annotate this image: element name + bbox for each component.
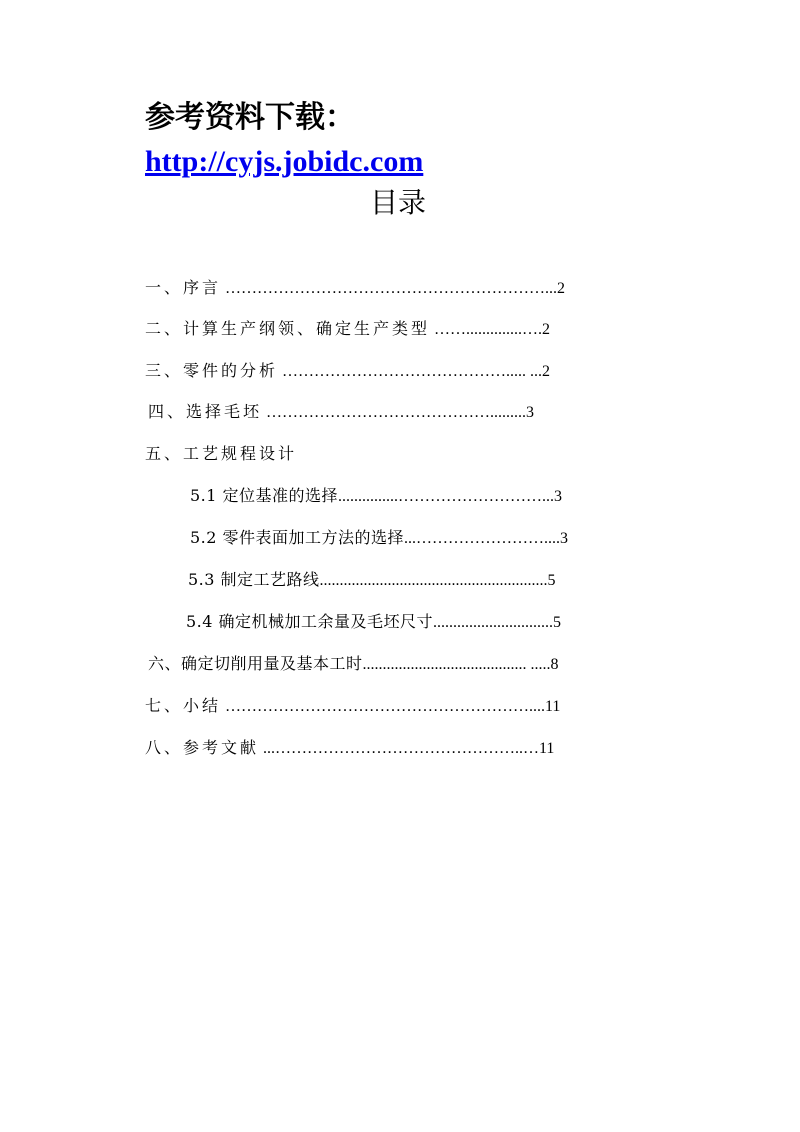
toc-title: 目录 bbox=[370, 186, 427, 219]
toc-entry-leader: .............................. bbox=[433, 614, 554, 631]
toc-entry-label: 二、计算生产纲领、确定生产类型 bbox=[145, 319, 431, 338]
toc-entry-label: 5.1 定位基准的选择 bbox=[190, 486, 339, 505]
toc-subentry[interactable] bbox=[186, 611, 561, 634]
toc-entry-label: 五、工艺规程设计 bbox=[145, 444, 298, 463]
toc-subentry[interactable] bbox=[190, 485, 562, 508]
toc-entry[interactable] bbox=[145, 695, 560, 718]
toc-entry-page: 2 bbox=[542, 321, 551, 338]
toc-entry-page: 3 bbox=[560, 530, 569, 547]
toc-entry-label: 八、参考文献 bbox=[145, 738, 260, 757]
toc-entry-leader: ......................................... ..... bbox=[362, 656, 551, 673]
toc-entry-leader: ……..............…. bbox=[430, 321, 543, 338]
toc-entry-leader: ……………………………………………………... bbox=[221, 280, 558, 297]
toc-entry-page: 11 bbox=[545, 698, 561, 715]
toc-entry-leader: ………………………………………………….... bbox=[221, 698, 546, 715]
toc-entry[interactable] bbox=[145, 360, 550, 383]
toc-entry-page: 5 bbox=[547, 572, 556, 589]
toc-entry[interactable] bbox=[148, 401, 534, 424]
toc-entry-leader: ...…………………….... bbox=[404, 530, 561, 547]
download-heading: 参考资料下载： bbox=[145, 100, 355, 135]
toc-entry-leader: ...............………………………... bbox=[338, 488, 555, 505]
toc-entry-label: 七、小结 bbox=[145, 696, 222, 715]
toc-entry[interactable] bbox=[148, 653, 559, 676]
toc-entry-leader: ……………………………………..... ... bbox=[278, 363, 543, 380]
toc-entry-label: 四、选择毛坯 bbox=[148, 402, 263, 421]
toc-entry[interactable] bbox=[145, 277, 565, 300]
toc-entry-page: 8 bbox=[550, 656, 559, 673]
download-link[interactable]: http://cyjs.jobidc.com bbox=[145, 145, 424, 178]
toc-entry-label: 5.2 零件表面加工方法的选择 bbox=[190, 528, 405, 547]
toc-entry-leader: ......................................................... bbox=[319, 572, 548, 589]
toc-entry-page: 2 bbox=[557, 280, 566, 297]
toc-entry-page: 11 bbox=[539, 740, 555, 757]
toc-entry-label: 5.4 确定机械加工余量及毛坯尺寸 bbox=[186, 612, 434, 631]
toc-entry[interactable] bbox=[145, 318, 550, 341]
toc-entry-label: 5.3 制定工艺路线 bbox=[188, 570, 320, 589]
toc-entry-label: 六、确定切削用量及基本工时 bbox=[148, 654, 363, 673]
toc-entry[interactable] bbox=[145, 737, 554, 760]
toc-entry-label: 三、零件的分析 bbox=[145, 361, 279, 380]
toc-entry[interactable] bbox=[145, 443, 297, 465]
toc-entry-leader: ...………………………………………..… bbox=[259, 740, 540, 757]
toc-entry-page: 3 bbox=[554, 488, 563, 505]
toc-subentry[interactable] bbox=[188, 569, 556, 592]
toc-entry-page: 3 bbox=[526, 404, 535, 421]
toc-entry-page: 5 bbox=[553, 614, 562, 631]
toc-entry-leader: ……………………………………......... bbox=[262, 404, 527, 421]
toc-entry-page: 2 bbox=[542, 363, 551, 380]
toc-subentry[interactable] bbox=[190, 527, 568, 550]
toc-entry-label: 一、序言 bbox=[145, 278, 222, 297]
